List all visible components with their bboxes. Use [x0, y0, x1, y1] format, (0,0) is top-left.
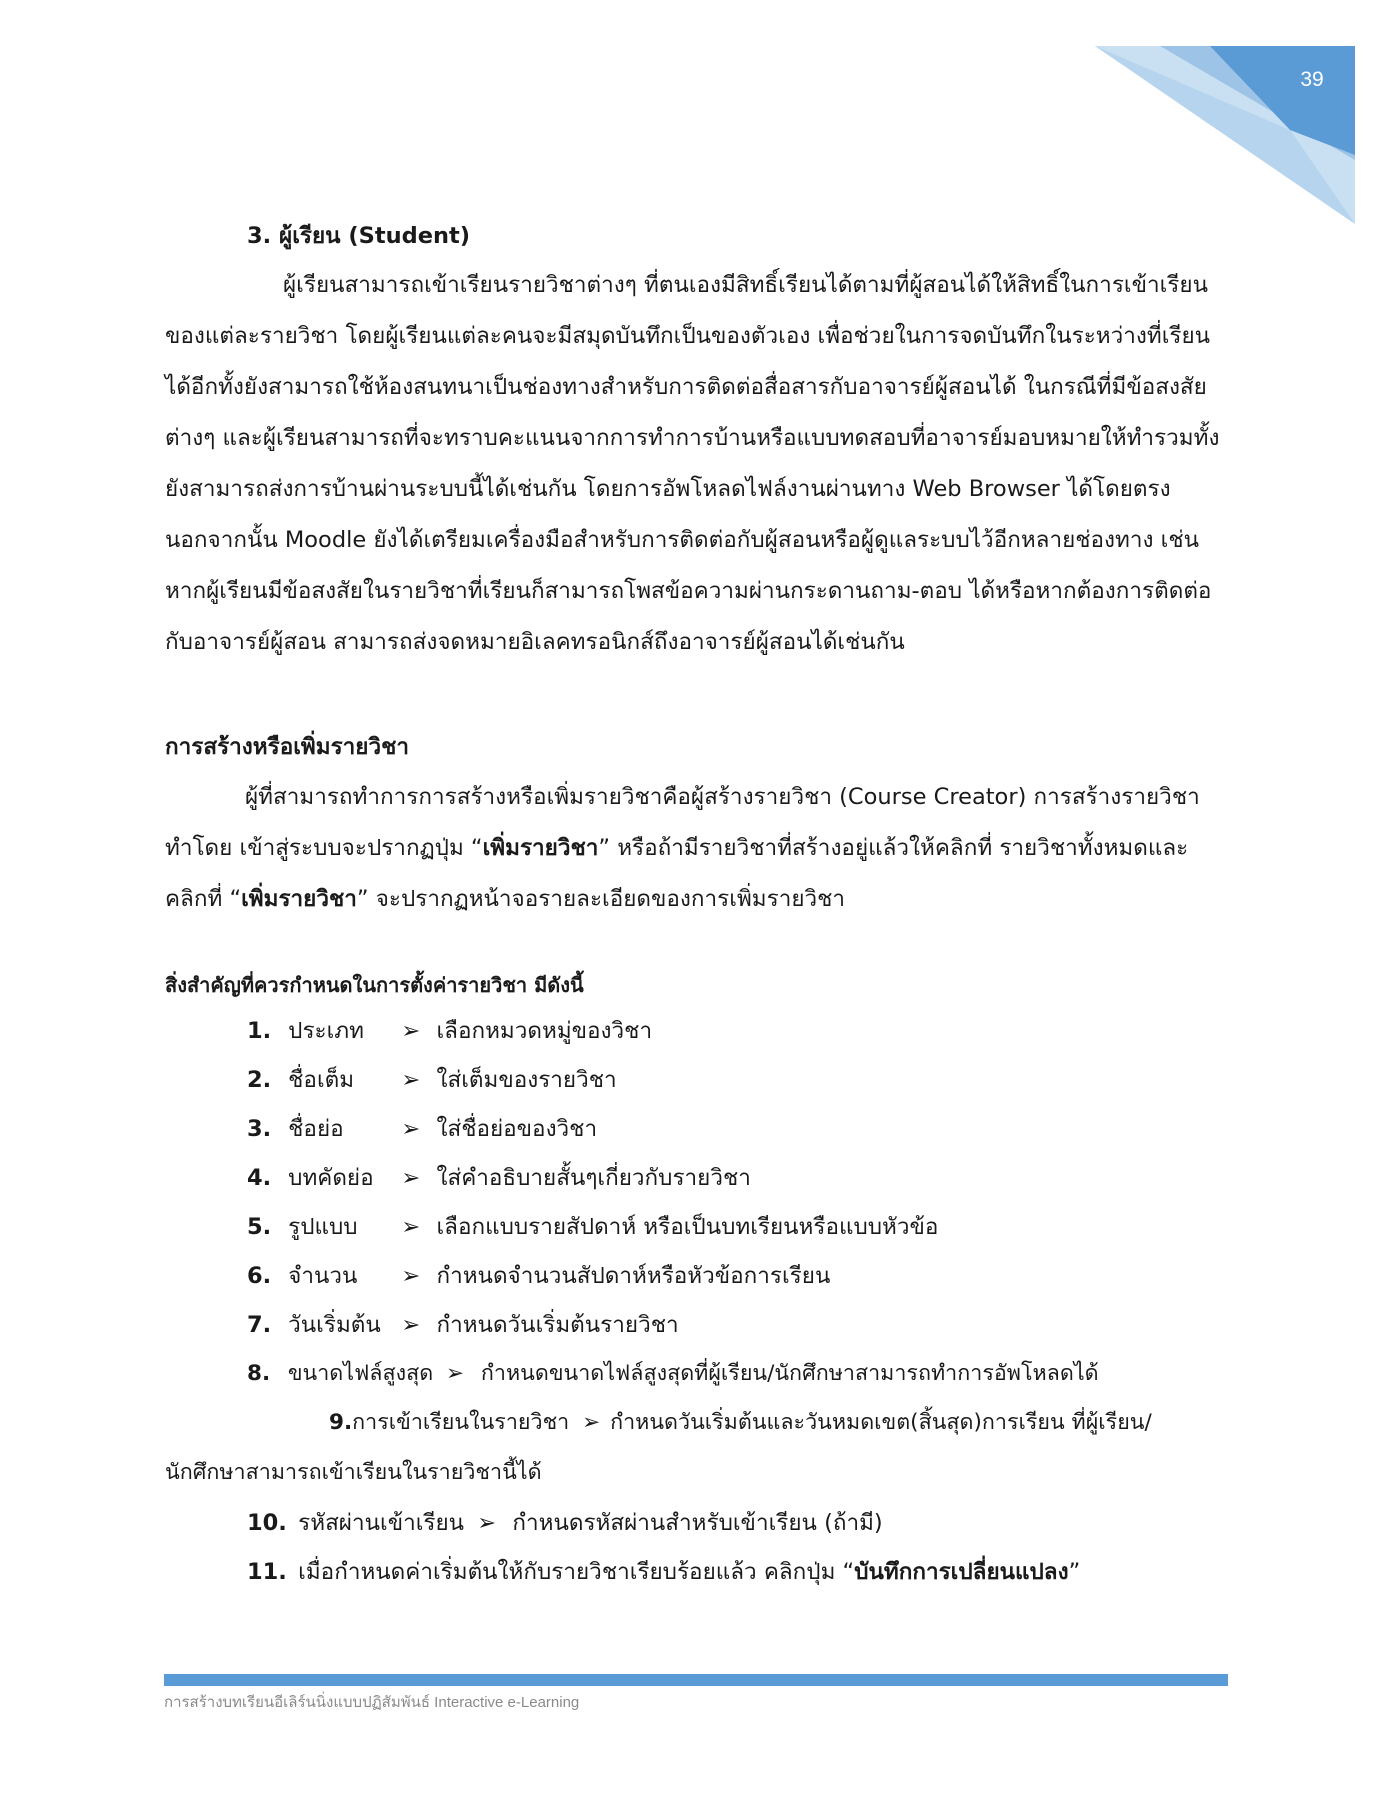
arrow-icon: ➢ — [401, 1165, 421, 1191]
item-quote-end: ” — [1068, 1559, 1081, 1585]
student-heading: 3. ผู้เรียน (Student) — [247, 223, 471, 249]
item-description: กำหนดวันเริ่มต้นรายวิชา — [436, 1312, 679, 1338]
settings-item-10 — [247, 1498, 1227, 1548]
item-number: 10. — [247, 1510, 287, 1536]
arrow-icon: ➢ — [401, 1116, 421, 1142]
settings-item-4 — [247, 1153, 1227, 1203]
arrow-icon: ➢ — [401, 1067, 421, 1093]
create-course-heading: การสร้างหรือเพิ่มรายวิชา — [165, 734, 410, 760]
item-number: 6. — [247, 1263, 272, 1289]
page-number: 39 — [1300, 68, 1324, 91]
save-changes-label: บันทึกการเปลี่ยนแปลง — [854, 1559, 1069, 1585]
item-number: 3. — [247, 1116, 272, 1142]
item-description: กำหนดวันเริ่มต้นและวันหมดเขต(สิ้นสุด)การเรียน ที่ผู้เรียน/นักศึกษาสามารถเข้าเรียนในรายวิชานี้ได้ — [165, 1410, 1152, 1485]
create-course-paragraph — [165, 772, 1227, 925]
item-description: เลือกหมวดหมู่ของวิชา — [436, 1018, 653, 1044]
create-course-text-1: ผู้ที่สามารถทำการการสร้างหรือเพิ่มรายวิชาคือผู้สร้างรายวิชา (Course Creator) การสร้างรายวิชาทำโดย เข้าสู่ระบบจะปรากฏปุ่ม “ — [165, 784, 1200, 861]
item-label: ชื่อย่อ — [288, 1116, 344, 1142]
item-number: 2. — [247, 1067, 272, 1093]
item-number: 1. — [247, 1018, 272, 1044]
settings-item-7 — [247, 1300, 1227, 1350]
item-label: บทคัดย่อ — [288, 1165, 374, 1191]
item-number: 11. — [247, 1559, 287, 1585]
arrow-icon: ➢ — [401, 1214, 421, 1240]
settings-heading: สิ่งสำคัญที่ควรกำหนดในการตั้งค่ารายวิชา มีดังนี้ — [165, 973, 584, 997]
item-description: ใส่คำอธิบายสั้นๆเกี่ยวกับรายวิชา — [436, 1165, 751, 1191]
settings-item-6 — [247, 1251, 1227, 1301]
settings-item-11 — [247, 1547, 1227, 1597]
add-course-label-1: เพิ่มรายวิชา — [482, 835, 599, 861]
item-number: 7. — [247, 1312, 272, 1338]
settings-item-2 — [247, 1055, 1227, 1105]
item-label: วันเริ่มต้น — [288, 1312, 381, 1338]
item-description: ใส่ชื่อย่อของวิชา — [436, 1116, 598, 1142]
create-course-text-3: ” จะปรากฏหน้าจอรายละเอียดของการเพิ่มรายวิชา — [356, 886, 846, 912]
item-number: 9. — [329, 1410, 353, 1435]
settings-item-8 — [247, 1349, 1227, 1399]
settings-item-3 — [247, 1104, 1227, 1154]
settings-item-1 — [247, 1006, 1227, 1056]
item-description: กำหนดขนาดไฟล์สูงสุดที่ผู้เรียน/นักศึกษาสามารถทำการอัพโหลดได้ — [480, 1361, 1099, 1386]
add-course-label-2: เพิ่มรายวิชา — [241, 886, 357, 912]
footer-bar — [164, 1674, 1228, 1686]
settings-item-5 — [247, 1202, 1227, 1252]
student-paragraph: ผู้เรียนสามารถเข้าเรียนรายวิชาต่างๆ ที่ตนเองมีสิทธิ์เรียนได้ตามที่ผู้สอนได้ให้สิทธิ์ในการเข้าเรียนของแต่ละรายวิชา โดยผู้เรียนแต่ละคนจะมีสมุดบันทึกเป็นของตัวเอง เพื่อช่วยในการจดบันทึกในระหว่างที่เรียนได้อีกทั้งยังสามารถใช้ห้องสนทนาเป็นช่องทางสำหรับการติดต่อสื่อสารกับอาจารย์ผู้สอนได้ ในกรณีที่มีข้อสงสัยต่างๆ และผู้เรียนสามารถที่จะทราบคะแนนจากการทำการบ้านหรือแบบทดสอบที่อาจารย์มอบหมายให้ทำรวมทั้งยังสามารถส่งการบ้านผ่านระบบนี้ได้เช่นกัน โดยการอัพโหลดไฟล์งานผ่านทาง Web Browser ได้โดยตรง นอกจากนั้น Moodle ยังได้เตรียมเครื่องมือสำหรับการติดต่อกับผู้สอนหรือผู้ดูแลระบบไว้อีกหลายช่องทาง เช่น หากผู้เรียนมีข้อสงสัยในรายวิชาที่เรียนก็สามารถโพสข้อความผ่านกระดานถาม-ตอบ ได้หรือหากต้องการติดต่อกับอาจารย์ผู้สอน สามารถส่งจดหมายอิเลคทรอนิกส์ถึงอาจารย์ผู้สอนได้เช่นกัน — [165, 272, 1220, 655]
item-description: กำหนดจำนวนสัปดาห์หรือหัวข้อการเรียน — [436, 1263, 831, 1289]
item-label: จำนวน — [288, 1263, 358, 1289]
item-label: รูปแบบ — [288, 1214, 358, 1240]
settings-item-9 — [165, 1398, 1227, 1498]
arrow-icon: ➢ — [401, 1018, 421, 1044]
item-description: กำหนดรหัสผ่านสำหรับเข้าเรียน (ถ้ามี) — [512, 1510, 883, 1536]
create-course-text-2: ” หรือถ้ามีรายวิชาที่สร้างอยู่แล้วให้คลิกที่ รายวิชาทั้งหมดและคลิกที่ “ — [165, 835, 1189, 912]
item-description: เมื่อกำหนดค่าเริ่มต้นให้กับรายวิชาเรียบร้อยแล้ว คลิกปุ่ม “ — [298, 1559, 855, 1585]
arrow-icon: ➢ — [446, 1361, 465, 1386]
item-number: 4. — [247, 1165, 272, 1191]
item-label: รหัสผ่านเข้าเรียน — [298, 1510, 465, 1536]
item-label: ประเภท — [288, 1018, 364, 1044]
item-label: ขนาดไฟล์สูงสุด — [287, 1361, 434, 1386]
footer-text: การสร้างบทเรียนอีเลิร์นนิ่งแบบปฏิสัมพันธ์ Interactive e-Learning — [164, 1694, 580, 1711]
arrow-icon: ➢ — [401, 1263, 421, 1289]
item-description: เลือกแบบรายสัปดาห์ หรือเป็นบทเรียนหรือแบบหัวข้อ — [436, 1214, 939, 1240]
arrow-icon: ➢ — [477, 1510, 497, 1536]
item-number: 8. — [247, 1361, 271, 1386]
item-label: การเข้าเรียนในรายวิชา — [352, 1410, 570, 1435]
item-label: ชื่อเต็ม — [288, 1067, 355, 1093]
arrow-icon: ➢ — [582, 1410, 601, 1435]
item-description: ใส่เต็มของรายวิชา — [436, 1067, 617, 1093]
item-number: 5. — [247, 1214, 272, 1240]
arrow-icon: ➢ — [401, 1312, 421, 1338]
